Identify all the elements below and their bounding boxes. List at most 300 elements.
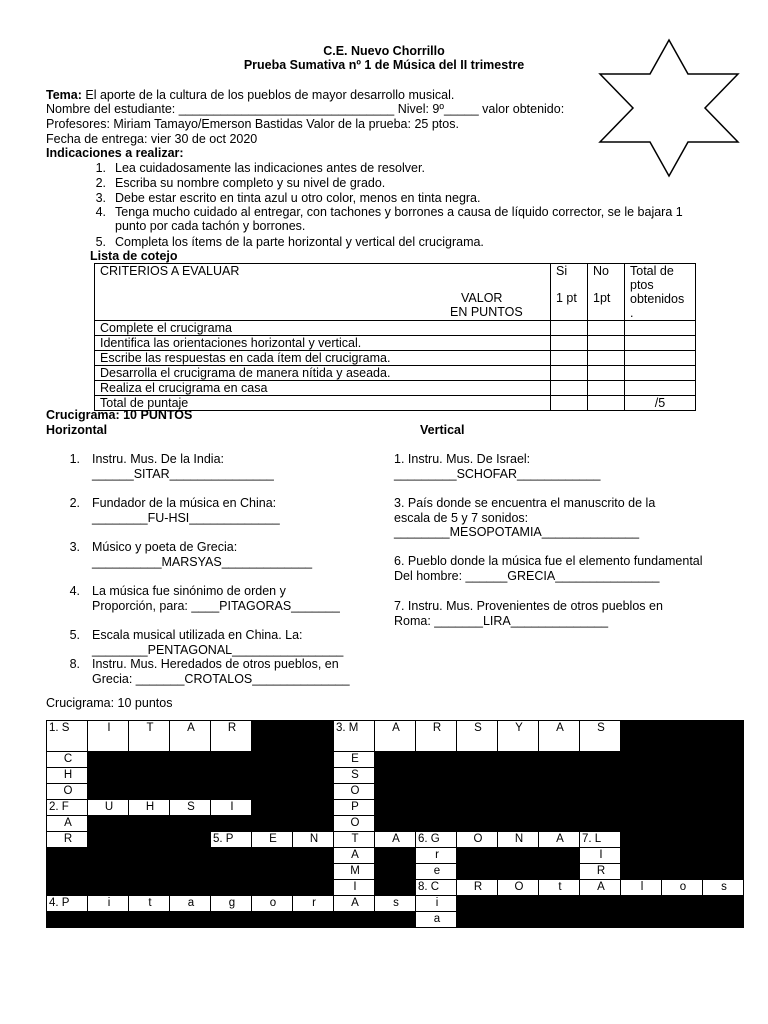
grid-cell-black: [621, 800, 662, 816]
grid-cell: S: [170, 800, 211, 816]
grid-cell: S: [580, 721, 621, 752]
grid-cell: A: [375, 721, 416, 752]
grid-cell-black: [498, 864, 539, 880]
exam-title: Prueba Sumativa nº 1 de Música del II trimestre: [243, 58, 525, 72]
criteria-label: CRITERIOS A EVALUAR: [100, 264, 240, 278]
grid-cell: O: [47, 784, 88, 800]
grid-cell-black: [580, 816, 621, 832]
grid-cell: 4. P: [47, 896, 88, 912]
grid-cell-black: [88, 784, 129, 800]
grid-cell: O: [334, 784, 375, 800]
grid-cell-black: [621, 752, 662, 768]
grid-cell-black: [662, 784, 703, 800]
grid-cell: r: [416, 848, 457, 864]
points-label: EN PUNTOS: [450, 305, 523, 319]
grid-cell: s: [703, 880, 744, 896]
grid-cell-black: [129, 816, 170, 832]
grid-cell-black: [457, 816, 498, 832]
instruction-text: Tenga mucho cuidado al entregar, con tachones y borrones a causa de líquido corrector, se le bajara 1: [115, 205, 683, 219]
clue-text: Proporción, para: ____PITAGORAS_______: [92, 598, 340, 613]
grid-cell-black: [88, 848, 129, 864]
yes-cell: [551, 366, 588, 381]
checklist-title: Lista de cotejo: [90, 249, 178, 263]
grid-cell-black: [252, 721, 293, 752]
grid-cell: R: [457, 880, 498, 896]
grid-cell: T: [334, 832, 375, 848]
criterion-text: Escribe las respuestas en cada ítem del crucigrama.: [95, 351, 551, 366]
total-label-2: ptos: [630, 278, 654, 292]
grid-cell-black: [539, 912, 580, 928]
grid-cell-black: [539, 816, 580, 832]
grid-cell-black: [293, 864, 334, 880]
grid-row: [47, 752, 744, 768]
grid-cell-black: [539, 784, 580, 800]
grid-cell-black: [293, 880, 334, 896]
grid-row: [47, 848, 744, 864]
grid-cell-black: [293, 912, 334, 928]
grid-title: Crucigrama: 10 puntos: [46, 696, 173, 710]
grid-cell-black: [211, 848, 252, 864]
grid-cell-black: [621, 768, 662, 784]
grid-row: [47, 896, 744, 912]
grid-cell-black: [293, 768, 334, 784]
grid-cell-black: [375, 768, 416, 784]
grid-cell-black: [47, 864, 88, 880]
grid-cell-black: [88, 880, 129, 896]
grid-cell-black: [170, 768, 211, 784]
grid-cell-black: [129, 880, 170, 896]
grid-cell-black: [47, 880, 88, 896]
grid-cell: E: [334, 752, 375, 768]
grid-cell: l: [621, 880, 662, 896]
grid-cell: i: [88, 896, 129, 912]
clue-number: 1.: [69, 452, 80, 466]
grid-cell-black: [375, 864, 416, 880]
grid-cell-black: [621, 832, 662, 848]
grid-cell-black: [170, 864, 211, 880]
instruction-text: Debe estar escrito en tinta azul u otro color, menos en tinta negra.: [115, 191, 481, 205]
grid-cell-black: [375, 800, 416, 816]
grid-cell-black: [457, 800, 498, 816]
grid-cell: A: [539, 721, 580, 752]
instruction-text: Escriba su nombre completo y su nivel de grado.: [115, 176, 386, 190]
grid-cell-black: [211, 752, 252, 768]
grid-cell-black: [129, 752, 170, 768]
grid-cell-black: [703, 800, 744, 816]
grid-cell-black: [539, 800, 580, 816]
grid-cell: A: [539, 832, 580, 848]
grid-cell-black: [170, 832, 211, 848]
school-name: C.E. Nuevo Chorrillo: [323, 44, 445, 58]
clue-text: ______SITAR_______________: [92, 466, 274, 481]
grid-cell-black: [252, 848, 293, 864]
grid-cell-black: [662, 721, 703, 752]
yes-points: 1 pt: [556, 291, 577, 305]
no-cell: [588, 366, 625, 381]
grid-cell: A: [170, 721, 211, 752]
grid-cell-black: [129, 832, 170, 848]
grid-cell-black: [252, 816, 293, 832]
grid-row: [47, 784, 744, 800]
grid-row: [47, 880, 744, 896]
grid-cell-black: [498, 768, 539, 784]
vertical-label: Vertical: [420, 423, 465, 437]
clue-text: 7. Instru. Mus. Provenientes de otros pueblos en: [394, 599, 663, 613]
grid-cell-black: [129, 784, 170, 800]
clue-text: escala de 5 y 7 sonidos:: [394, 510, 529, 525]
grid-cell-black: [621, 721, 662, 752]
grid-cell-black: [662, 848, 703, 864]
grid-cell: H: [47, 768, 88, 784]
grid-cell-black: [129, 912, 170, 928]
grid-cell-black: [662, 896, 703, 912]
grid-cell-black: [293, 721, 334, 752]
total-no-cell: [588, 396, 625, 411]
grid-cell: 2. F: [47, 800, 88, 816]
grid-row: [47, 800, 744, 816]
grid-cell-black: [662, 768, 703, 784]
grid-cell: R: [416, 721, 457, 752]
grid-cell-black: [252, 784, 293, 800]
grid-cell-black: [170, 912, 211, 928]
checklist-row: [95, 336, 696, 351]
grid-cell-black: [293, 848, 334, 864]
grid-cell: Y: [498, 721, 539, 752]
checklist-row: [95, 366, 696, 381]
grid-cell-black: [703, 864, 744, 880]
clue-number: 3.: [69, 540, 80, 554]
no-header: [588, 264, 625, 321]
grid-cell-black: [416, 768, 457, 784]
instruction-number: 5.: [95, 235, 106, 249]
yes-cell: [551, 381, 588, 396]
grid-cell-black: [703, 784, 744, 800]
grid-cell-black: [129, 848, 170, 864]
grid-cell-black: [498, 912, 539, 928]
grid-cell: E: [252, 832, 293, 848]
clue-number: 8.: [69, 657, 80, 671]
grid-cell: O: [457, 832, 498, 848]
grid-cell: I: [88, 721, 129, 752]
grid-cell: U: [88, 800, 129, 816]
grid-cell-black: [662, 912, 703, 928]
grid-cell-black: [498, 848, 539, 864]
no-cell: [588, 351, 625, 366]
grid-cell-black: [580, 800, 621, 816]
clue-text: _________SCHOFAR____________: [394, 466, 601, 481]
no-label: No: [593, 264, 609, 278]
clue-text: ________MESOPOTAMIA______________: [394, 525, 640, 539]
grid-cell-black: [88, 768, 129, 784]
criterion-text: Identifica las orientaciones horizontal y vertical.: [95, 336, 551, 351]
grid-cell-black: [334, 912, 375, 928]
grid-cell-black: [375, 752, 416, 768]
tema-label: Tema:: [46, 88, 82, 102]
grid-cell-black: [211, 880, 252, 896]
grid-cell: 3. M: [334, 721, 375, 752]
grid-cell: R: [47, 832, 88, 848]
grid-cell-black: [703, 816, 744, 832]
grid-cell-black: [457, 848, 498, 864]
grid-cell-black: [580, 912, 621, 928]
grid-cell-black: [662, 864, 703, 880]
grid-cell-black: [170, 816, 211, 832]
grid-cell: N: [293, 832, 334, 848]
grid-cell-black: [211, 816, 252, 832]
grid-cell: 8. C: [416, 880, 457, 896]
grid-cell-black: [621, 864, 662, 880]
grid-cell-black: [457, 768, 498, 784]
clue-text: Roma: _______LIRA______________: [394, 613, 609, 628]
no-cell: [588, 381, 625, 396]
grid-cell-black: [703, 721, 744, 752]
grid-cell: 7. L: [580, 832, 621, 848]
grid-cell-black: [88, 752, 129, 768]
grid-cell-black: [498, 752, 539, 768]
grid-cell: R: [580, 864, 621, 880]
grid-cell: a: [170, 896, 211, 912]
instruction-number: 3.: [95, 191, 106, 205]
checklist-table: [94, 263, 696, 411]
checklist-row: [95, 381, 696, 396]
grid-cell-black: [252, 880, 293, 896]
grid-cell: I: [580, 848, 621, 864]
grid-cell: M: [334, 864, 375, 880]
instructions-title: Indicaciones a realizar:: [46, 146, 184, 160]
grid-cell-black: [293, 784, 334, 800]
grid-cell: C: [47, 752, 88, 768]
grid-cell-black: [498, 800, 539, 816]
grid-cell-black: [580, 896, 621, 912]
tema-text: El aporte de la cultura de los pueblos de mayor desarrollo musical.: [85, 88, 455, 102]
total-yes-cell: [551, 396, 588, 411]
grid-cell-black: [170, 784, 211, 800]
grid-cell-black: [580, 784, 621, 800]
grid-cell-black: [416, 816, 457, 832]
grid-row: [47, 721, 744, 752]
grid-cell-black: [539, 768, 580, 784]
grid-cell-black: [252, 768, 293, 784]
clue-text: Grecia: _______CROTALOS______________: [92, 671, 350, 686]
grid-cell-black: [293, 752, 334, 768]
grid-cell-black: [211, 912, 252, 928]
grid-cell: o: [252, 896, 293, 912]
grid-cell-black: [703, 752, 744, 768]
instruction-number: 2.: [95, 176, 106, 190]
grid-cell: t: [129, 896, 170, 912]
grid-cell-black: [211, 864, 252, 880]
grid-cell: A: [47, 816, 88, 832]
grid-cell: i: [416, 896, 457, 912]
clue-text: 3. País donde se encuentra el manuscrito de la: [394, 496, 656, 510]
grid-cell-black: [457, 896, 498, 912]
grid-cell-black: [88, 864, 129, 880]
grid-cell-black: [703, 896, 744, 912]
clue-text: La música fue sinónimo de orden y: [92, 584, 286, 598]
clue-number: 4.: [69, 584, 80, 598]
grid-row: [47, 768, 744, 784]
due-date-line: Fecha de entrega: vier 30 de oct 2020: [46, 132, 258, 146]
crossword-grid: [46, 720, 744, 928]
instruction-text: Lea cuidadosamente las indicaciones antes de resolver.: [115, 161, 425, 175]
grid-cell-black: [170, 848, 211, 864]
grid-cell: a: [416, 912, 457, 928]
grid-cell-black: [416, 800, 457, 816]
grid-cell-black: [47, 912, 88, 928]
grid-cell-black: [703, 768, 744, 784]
grid-cell: H: [129, 800, 170, 816]
checklist-row: [95, 321, 696, 336]
no-cell: [588, 321, 625, 336]
grid-cell-black: [539, 752, 580, 768]
instruction-number: 1.: [95, 161, 106, 175]
yes-cell: [551, 321, 588, 336]
total-label-3: obtenidos: [630, 292, 685, 306]
grid-cell-black: [662, 752, 703, 768]
instruction-text: Completa los ítems de la parte horizontal y vertical del crucigrama.: [115, 235, 484, 249]
grid-row: [47, 832, 744, 848]
grid-cell-black: [211, 768, 252, 784]
grid-cell-black: [47, 848, 88, 864]
grid-cell-black: [621, 896, 662, 912]
student-name-line: Nombre del estudiante: _______________________________ Nivel: 9º_____ valor obtenido:: [46, 102, 565, 116]
grid-cell: A: [375, 832, 416, 848]
yes-label: Si: [556, 264, 568, 278]
grid-cell: A: [334, 896, 375, 912]
star-icon: [594, 38, 744, 178]
grid-cell: o: [662, 880, 703, 896]
grid-cell: t: [539, 880, 580, 896]
grid-cell-black: [539, 864, 580, 880]
grid-cell-black: [498, 816, 539, 832]
grid-cell-black: [539, 896, 580, 912]
instruction-number: 4.: [95, 205, 106, 219]
grid-cell: P: [334, 800, 375, 816]
yes-cell: [551, 336, 588, 351]
instruction-text: punto por cada tachón y borrones.: [115, 219, 306, 233]
grid-cell-black: [252, 912, 293, 928]
grid-cell: 6. G: [416, 832, 457, 848]
grid-cell-black: [129, 768, 170, 784]
grid-cell: s: [375, 896, 416, 912]
clue-text: 6. Pueblo donde la música fue el elemento fundamental: [394, 554, 703, 568]
tema-line: [46, 88, 454, 102]
grid-cell-black: [88, 832, 129, 848]
crossword-title: Crucigrama: 10 PUNTOS: [46, 408, 193, 422]
grid-cell-black: [375, 784, 416, 800]
grid-cell-black: [498, 896, 539, 912]
grid-cell: r: [293, 896, 334, 912]
value-label: VALOR: [461, 291, 503, 305]
grid-cell: O: [498, 880, 539, 896]
grid-cell: 1. S: [47, 721, 88, 752]
grid-cell-black: [457, 864, 498, 880]
checklist-header-row: [95, 264, 696, 321]
clue-text: Escala musical utilizada en China. La:: [92, 628, 303, 642]
grid-cell-black: [252, 800, 293, 816]
clue-text: __________MARSYAS_____________: [92, 554, 313, 569]
checklist-row: [95, 351, 696, 366]
yes-header: [551, 264, 588, 321]
grid-cell-black: [88, 816, 129, 832]
grid-cell: A: [334, 848, 375, 864]
grid-cell-black: [375, 912, 416, 928]
horizontal-label: Horizontal: [46, 423, 108, 437]
grid-cell-black: [88, 912, 129, 928]
grid-cell-black: [375, 816, 416, 832]
yes-cell: [551, 351, 588, 366]
grid-cell-black: [457, 752, 498, 768]
clue-text: Músico y poeta de Grecia:: [92, 540, 238, 554]
grid-row: [47, 816, 744, 832]
grid-cell-black: [211, 784, 252, 800]
grid-cell-black: [129, 864, 170, 880]
grid-cell: T: [129, 721, 170, 752]
grid-row: [47, 864, 744, 880]
clue-number: 2.: [69, 496, 80, 510]
criteria-header: [95, 264, 551, 321]
grid-cell-black: [375, 880, 416, 896]
grid-cell-black: [416, 784, 457, 800]
grid-cell-black: [416, 752, 457, 768]
grid-cell: S: [334, 768, 375, 784]
total-cell: [625, 366, 696, 381]
total-cell: [625, 336, 696, 351]
grid-cell-black: [539, 848, 580, 864]
grid-cell-black: [703, 912, 744, 928]
grid-cell-black: [498, 784, 539, 800]
grid-cell-black: [170, 880, 211, 896]
total-label-4: .: [630, 306, 634, 320]
grid-cell-black: [703, 832, 744, 848]
clue-text: Instru. Mus. Heredados de otros pueblos, en: [92, 657, 339, 671]
clue-text: Instru. Mus. De la India:: [92, 452, 225, 466]
grid-cell-black: [580, 752, 621, 768]
grid-cell: N: [498, 832, 539, 848]
grid-cell-black: [457, 784, 498, 800]
criterion-text: Realiza el crucigrama en casa: [95, 381, 551, 396]
total-score-label: Total de puntaje: [95, 396, 551, 411]
grid-cell-black: [621, 912, 662, 928]
clue-number: 5.: [69, 628, 80, 642]
clue-text: Del hombre: ______GRECIA_______________: [394, 568, 660, 583]
grid-cell-black: [703, 848, 744, 864]
grid-cell-black: [580, 768, 621, 784]
grid-cell-black: [662, 800, 703, 816]
total-cell: [625, 351, 696, 366]
grid-row: [47, 912, 744, 928]
grid-cell: S: [457, 721, 498, 752]
grid-cell-black: [662, 816, 703, 832]
grid-cell: I: [334, 880, 375, 896]
clue-text: ________FU-HSI_____________: [92, 510, 280, 525]
clue-text: Fundador de la música en China:: [92, 496, 277, 510]
grid-cell-black: [293, 816, 334, 832]
grid-cell-black: [252, 752, 293, 768]
no-cell: [588, 336, 625, 351]
grid-cell: A: [580, 880, 621, 896]
grid-cell: 5. P: [211, 832, 252, 848]
grid-cell-black: [662, 832, 703, 848]
criterion-text: Desarrolla el crucigrama de manera nítida y aseada.: [95, 366, 551, 381]
grid-cell: e: [416, 864, 457, 880]
total-cell: [625, 321, 696, 336]
grid-cell-black: [621, 848, 662, 864]
grid-cell: O: [334, 816, 375, 832]
clue-text: 1. Instru. Mus. De Israel:: [394, 452, 531, 466]
total-cell: [625, 381, 696, 396]
grid-cell: R: [211, 721, 252, 752]
